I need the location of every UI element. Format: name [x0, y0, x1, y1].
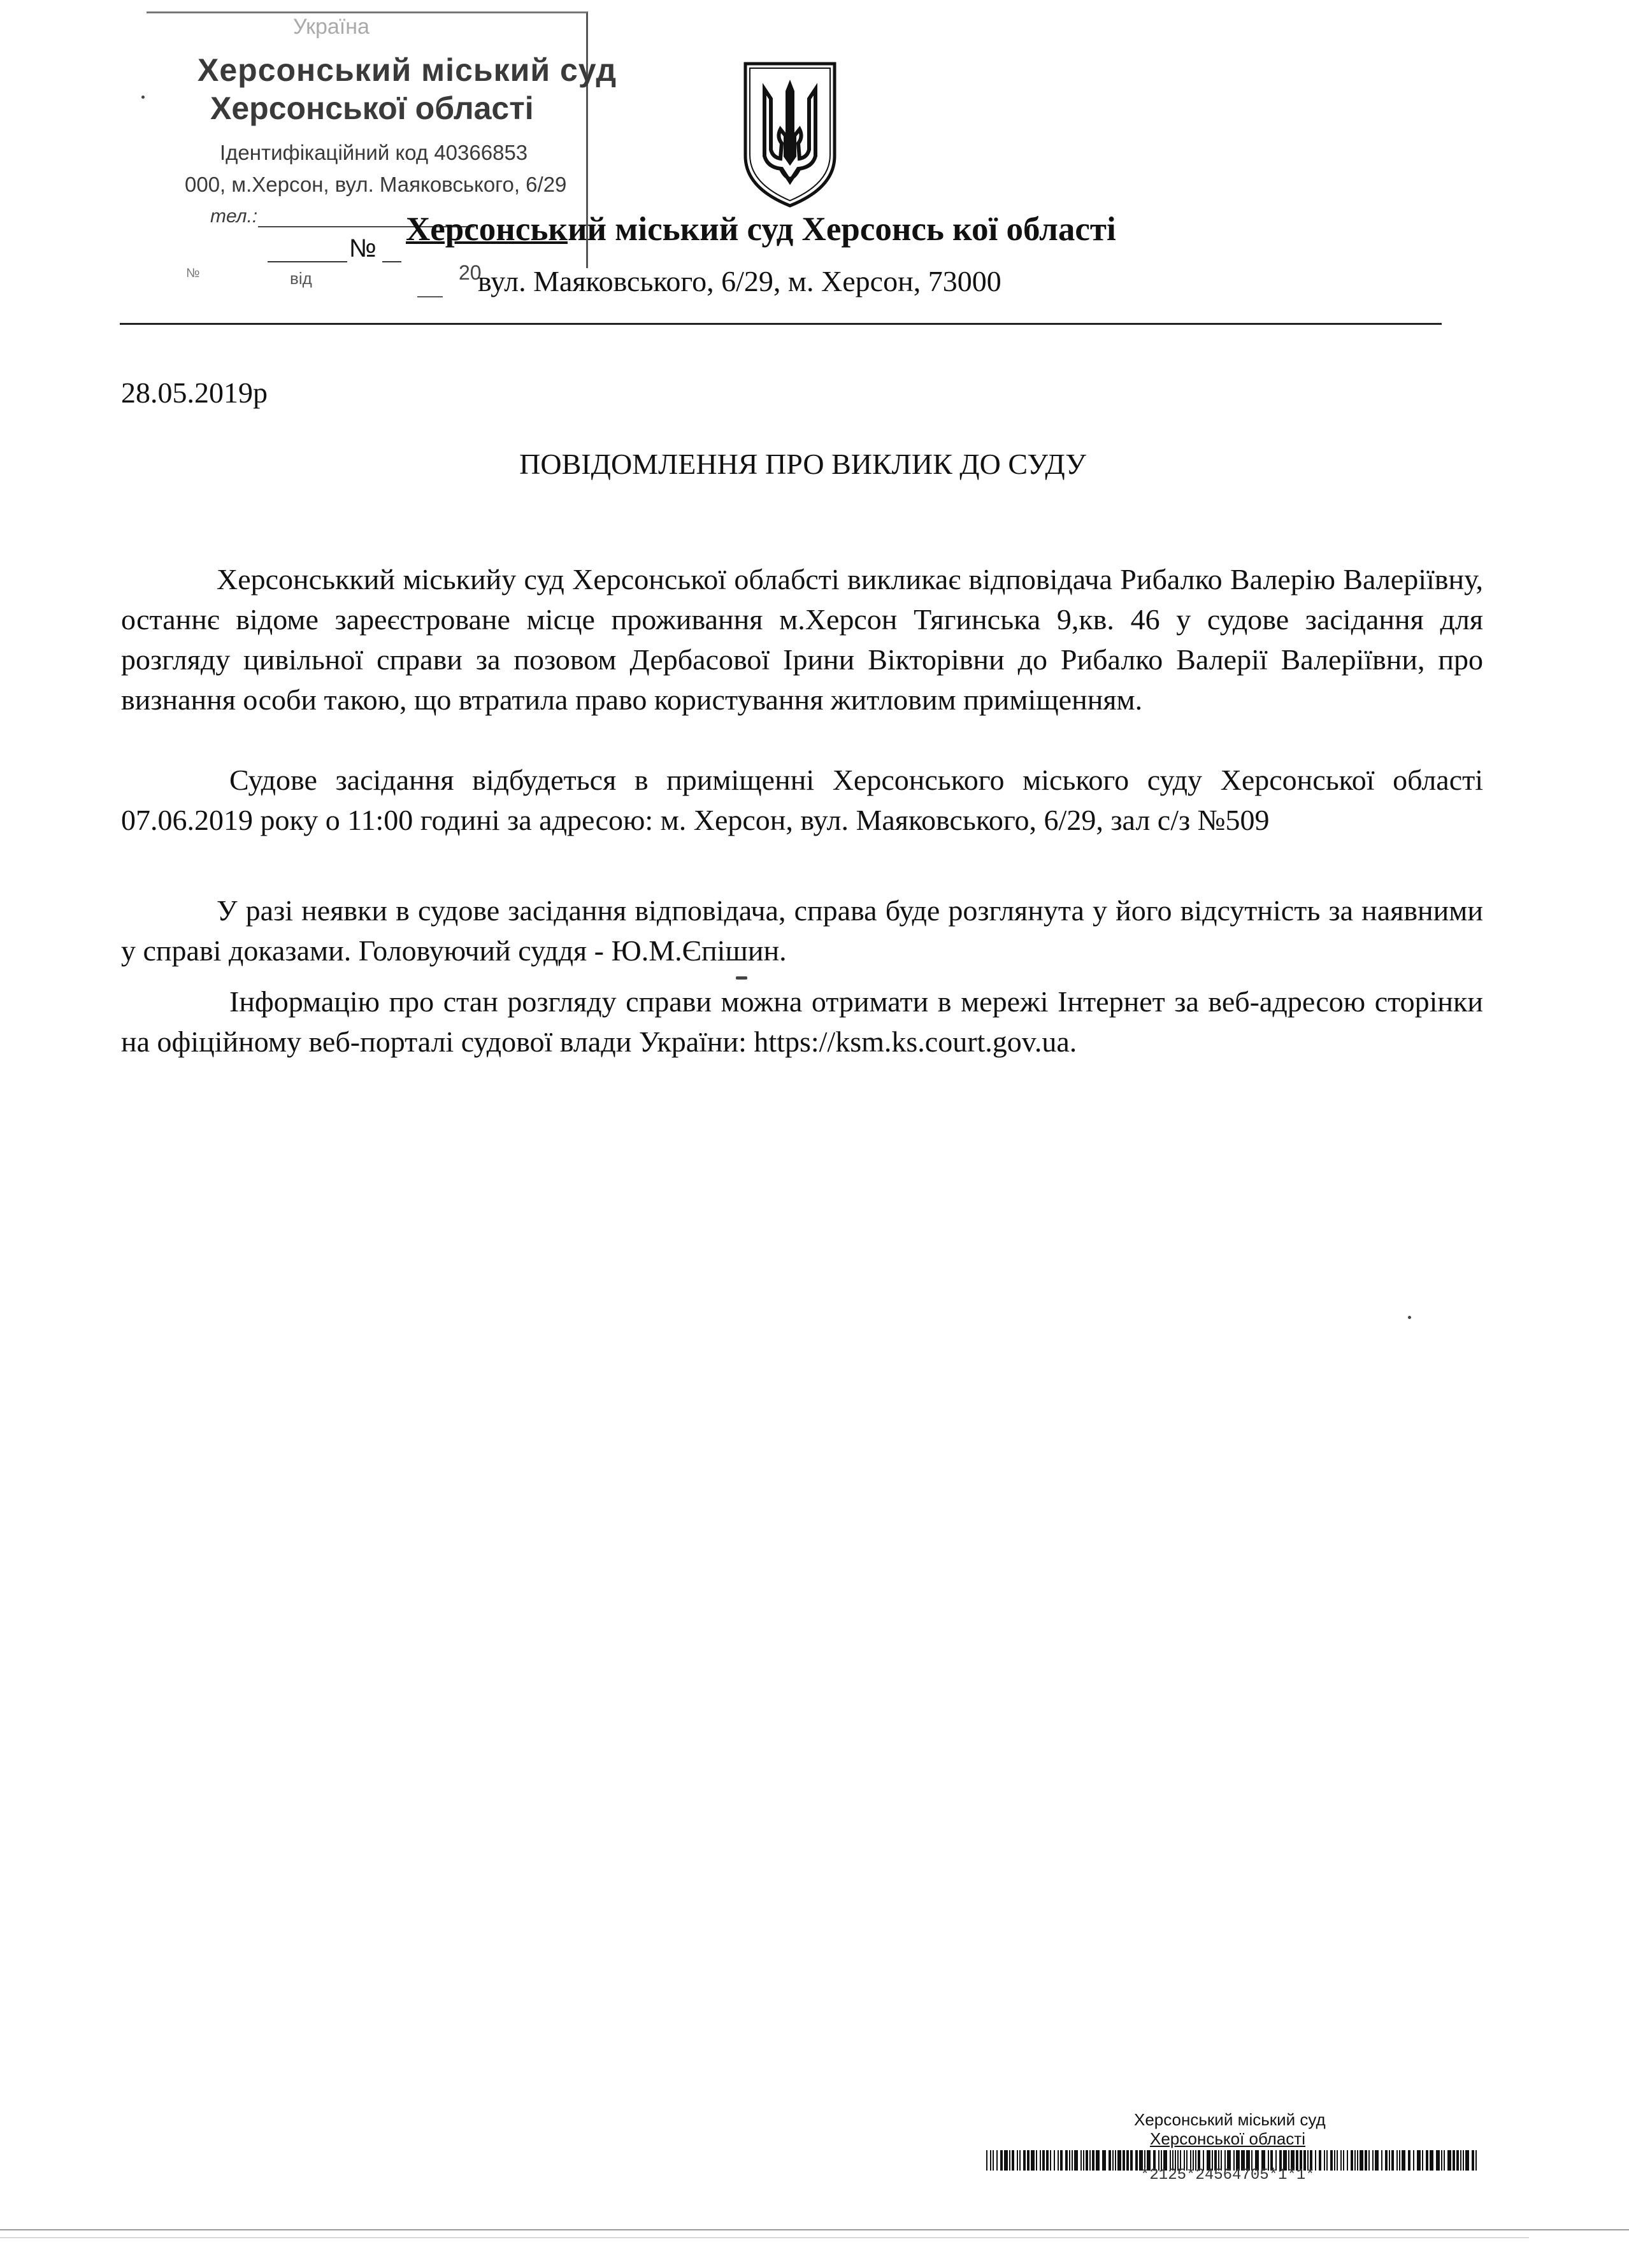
stamp-court-name: Херсонський міський суд — [197, 52, 617, 88]
stamp-address: 000, м.Херсон, вул. Маяковського, 6/29 — [185, 173, 567, 196]
barcode-bar — [1360, 2150, 1363, 2171]
barcode-bar — [1389, 2150, 1390, 2171]
header-divider — [120, 323, 1442, 325]
scan-edge-line-secondary — [0, 2237, 1529, 2238]
barcode-bar — [1385, 2150, 1388, 2171]
barcode-bar — [1381, 2150, 1382, 2171]
barcode-bar — [1031, 2150, 1035, 2171]
court-name-header — [406, 210, 1116, 248]
barcode-bar — [1083, 2150, 1084, 2171]
barcode-number: *2125*24564705*1*1* — [1140, 2167, 1315, 2184]
barcode-bar — [1330, 2150, 1333, 2171]
stamp-region: Херсонської області — [210, 90, 534, 126]
barcode-bar — [1102, 2150, 1106, 2171]
barcode-bar — [1315, 2150, 1316, 2171]
barcode-bar — [1050, 2150, 1051, 2171]
barcode-bar — [1475, 2150, 1477, 2171]
court-name-rest: ий міський суд Херсонсь кої області — [567, 211, 1116, 248]
barcode-bar — [1343, 2150, 1344, 2171]
barcode-bar — [1337, 2150, 1338, 2171]
barcode-bar — [1023, 2150, 1026, 2171]
barcode-bar — [1058, 2150, 1059, 2171]
barcode-bar — [1042, 2150, 1045, 2171]
barcode-bar — [1069, 2150, 1070, 2171]
barcode-bar — [1092, 2150, 1094, 2171]
barcode-bar — [1447, 2150, 1451, 2171]
barcode-bar — [1060, 2150, 1063, 2171]
barcode-bar — [1444, 2150, 1445, 2171]
stamp-id-code: Ідентифікаційний код 40366853 — [220, 141, 528, 164]
footer-court-region: Херсонської області — [1150, 2129, 1305, 2148]
barcode-bar — [1351, 2150, 1353, 2171]
paragraph-summons: Херсонськкий міськийу суд Херсонської облабсті викликає відповідача Рибалко Валерію Валеріївну, останнє відоме зареєстроване місце проживання м.Херсон Тягинська 9,кв. 46 у судове засідання для розгляду цивільної справи за позовом Дербасової Ірини Вікторівни до Рибалко Валерії Валеріївни, про визнання особи такою, що втратила право користування житловим приміщенням. — [121, 563, 1483, 716]
stamp-tel-label: тел.: — [210, 206, 258, 227]
barcode-bar — [1000, 2150, 1003, 2171]
barcode-bar — [1396, 2150, 1398, 2171]
barcode-bar — [1326, 2150, 1328, 2171]
barcode-bar — [1453, 2150, 1455, 2171]
barcode-bar — [1019, 2150, 1021, 2171]
barcode-bar — [996, 2150, 998, 2171]
barcode-bar — [1004, 2150, 1008, 2171]
barcode-bar — [1117, 2150, 1121, 2171]
scan-speck — [141, 96, 145, 99]
barcode-bar — [1109, 2150, 1111, 2171]
barcode-bar — [1027, 2150, 1030, 2171]
barcode-bar — [1463, 2150, 1464, 2171]
barcode-bar — [1123, 2150, 1125, 2171]
ref-from-label: від — [290, 269, 312, 288]
barcode-bar — [1465, 2150, 1469, 2171]
barcode-bar — [1334, 2150, 1335, 2171]
barcode-bar — [1372, 2150, 1374, 2171]
barcode-bar — [1347, 2150, 1348, 2171]
barcode-bar — [1340, 2150, 1342, 2171]
barcode-bar — [1426, 2150, 1428, 2171]
barcode-bar — [1135, 2150, 1138, 2171]
scan-edge-line — [0, 2229, 1629, 2230]
barcode-bar — [1354, 2150, 1356, 2171]
barcode-bar — [1072, 2150, 1073, 2171]
barcode-bar — [1436, 2150, 1440, 2171]
ref-date-blank — [268, 261, 347, 262]
barcode-bar — [1357, 2150, 1358, 2171]
scan-speck — [1408, 1316, 1411, 1319]
barcode-bar — [1408, 2150, 1410, 2171]
barcode-bar — [1391, 2150, 1394, 2171]
stamp-country: Україна — [293, 15, 370, 39]
barcode-bar — [1112, 2150, 1114, 2171]
ref-number-blank — [382, 261, 401, 262]
footer-court-name: Херсонський міський суд — [1134, 2110, 1326, 2129]
barcode-bar — [1422, 2150, 1423, 2171]
barcode-bar — [1065, 2150, 1068, 2171]
barcode-bar — [990, 2150, 991, 2171]
barcode-bar — [1324, 2150, 1325, 2171]
barcode-bar — [1375, 2150, 1379, 2171]
barcode-bar — [1456, 2150, 1459, 2171]
barcode-bar — [1402, 2150, 1405, 2171]
ref-from-blank — [417, 296, 443, 297]
barcode-bar — [1036, 2150, 1037, 2171]
barcode-bar — [1472, 2150, 1474, 2171]
barcode-bar — [1017, 2150, 1018, 2171]
barcode-bar — [1089, 2150, 1091, 2171]
barcode-bar — [1012, 2150, 1014, 2171]
barcode-bar — [1319, 2150, 1321, 2171]
barcode-bar — [1009, 2150, 1010, 2171]
ref-number-label: № — [349, 234, 377, 262]
document-title: ПОВІДОМЛЕННЯ ПРО ВИКЛИК ДО СУДУ — [519, 448, 1086, 480]
scan-speck — [736, 976, 747, 980]
barcode-bar — [1368, 2150, 1370, 2171]
barcode-bar — [1040, 2150, 1041, 2171]
paragraph-hearing-details: Судове засідання відбудеться в приміщенні Херсонського міського суду Херсонської області 07.06.2019 року о 11:00 годині за адресою: м. Херсон, вул. Маяковського, 6/29, зал с/з №509 — [121, 764, 1483, 836]
barcode-bar — [986, 2150, 987, 2171]
barcode-bar — [1054, 2150, 1055, 2171]
barcode-bar — [1441, 2150, 1442, 2171]
court-address: вул. Маяковського, 6/29, м. Херсон, 73000 — [478, 265, 1001, 297]
barcode-bar — [1130, 2150, 1133, 2171]
ref-year: 20 — [459, 261, 482, 284]
barcode-bar — [1086, 2150, 1088, 2171]
barcode-bar — [1115, 2150, 1116, 2171]
barcode-bar — [1417, 2150, 1421, 2171]
barcode-bar — [993, 2150, 994, 2171]
barcode-bar — [1096, 2150, 1100, 2171]
barcode-bar — [1365, 2150, 1367, 2171]
barcode-bar — [1460, 2150, 1461, 2171]
ukraine-trident-emblem-icon — [742, 61, 838, 208]
barcode-bar — [1430, 2150, 1433, 2171]
barcode-bar — [1126, 2150, 1129, 2171]
document-date: 28.05.2019р — [121, 376, 268, 409]
barcode-bar — [1080, 2150, 1082, 2171]
court-name-underlined-part: Херсонськ — [406, 211, 568, 248]
barcode-bar — [1074, 2150, 1078, 2171]
barcode-bar — [1046, 2150, 1049, 2171]
paragraph-absence-notice: У разі неявки в судове засідання відповідача, справа буде розглянута у його відсутність за наявними у справі доказами. Головуючий суддя - Ю.М.Єпішин. — [121, 894, 1483, 967]
barcode-bar — [1413, 2150, 1414, 2171]
barcode-bar — [1399, 2150, 1400, 2171]
paragraph-online-info: Інформацію про стан розгляду справи можна отримати в мережі Інтернет за веб-адресою сторінки на офіційному веб-порталі судової влади України: https://ksm.ks.court.gov.ua. — [121, 985, 1483, 1058]
ref-number-small: № — [186, 266, 200, 280]
